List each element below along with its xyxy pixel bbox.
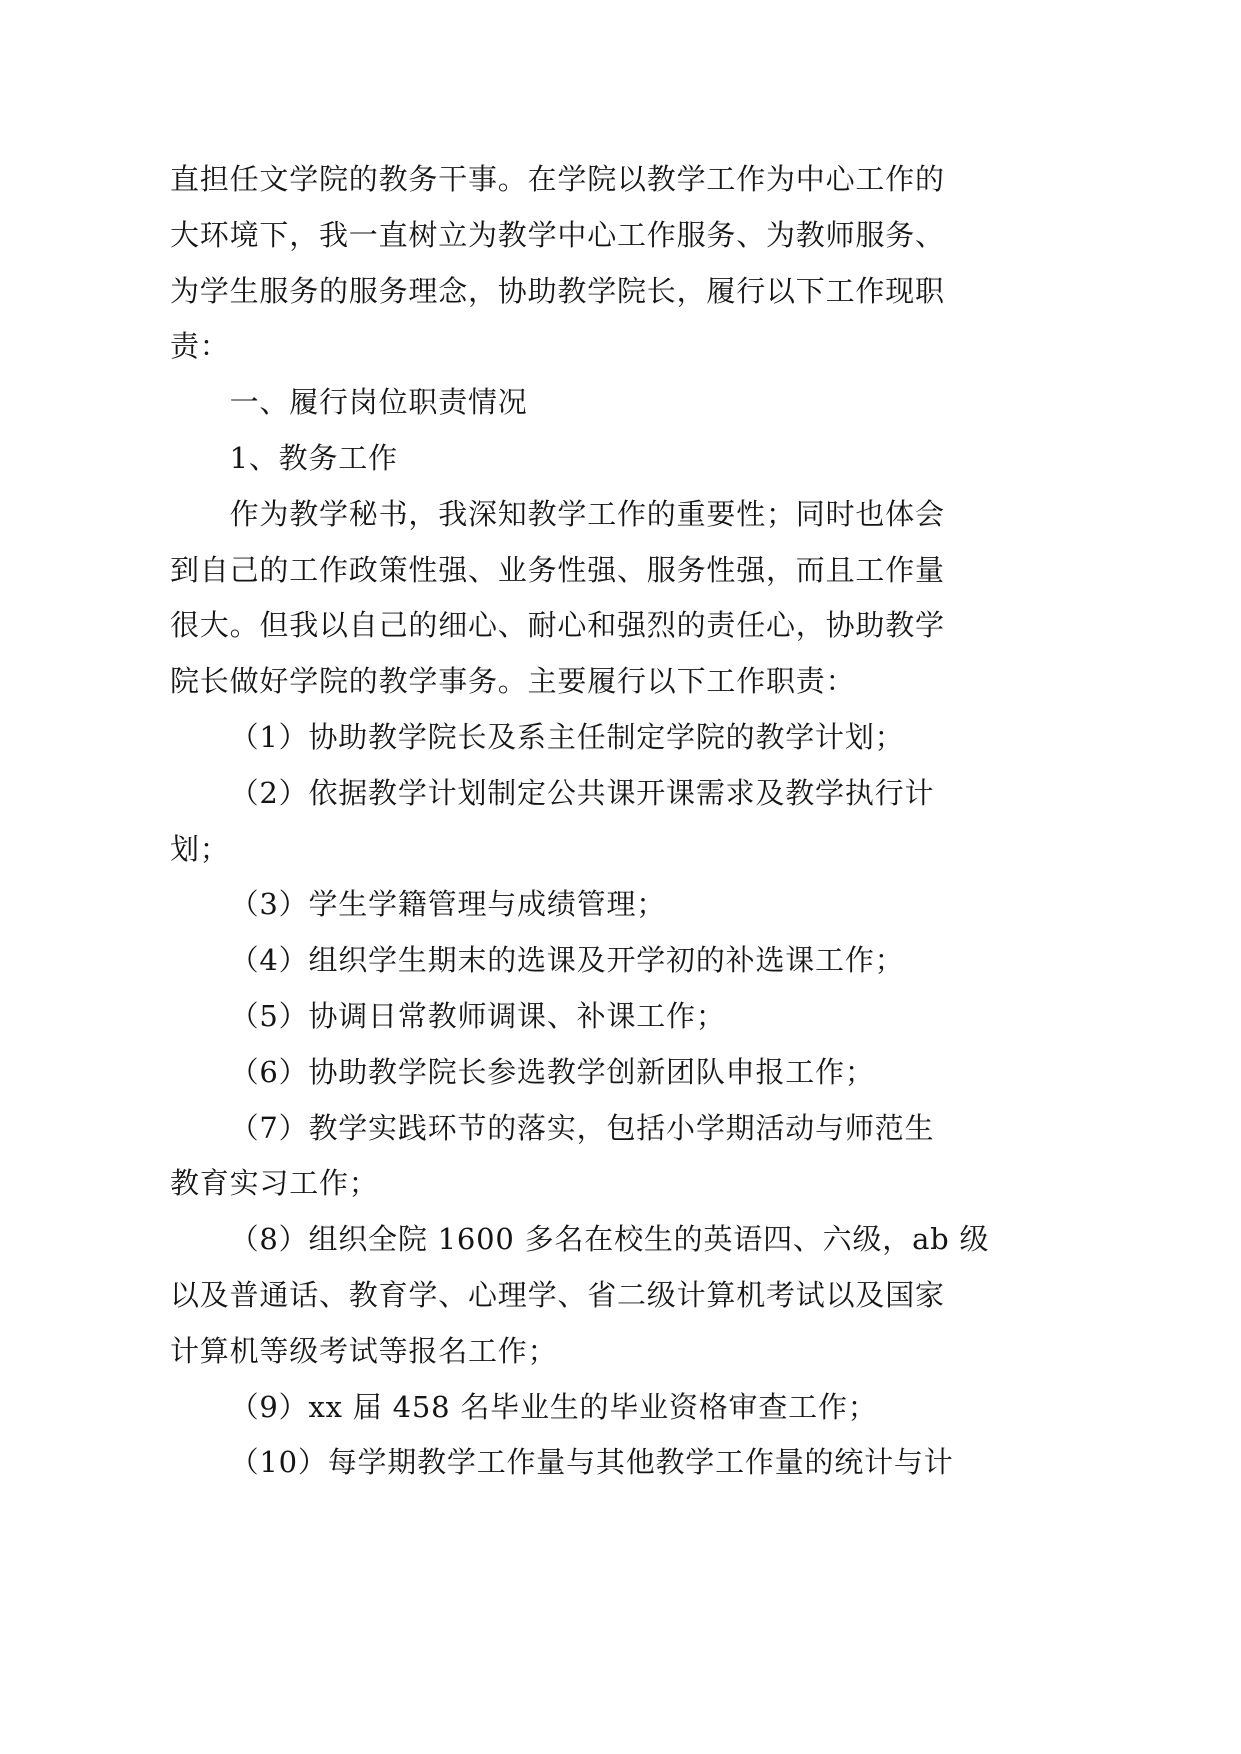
list-item-text: （2）依据教学计划制定公共课开课需求及教学执行计 bbox=[229, 775, 935, 810]
list-item-text: 教育实习工作； bbox=[170, 1166, 379, 1201]
paragraph-intro bbox=[170, 152, 1070, 375]
list-item-text: （8）组织全院 1600 多名在校生的英语四、六级，ab 级 bbox=[229, 1222, 990, 1257]
list-item bbox=[170, 989, 1070, 1045]
list-item bbox=[170, 933, 1070, 989]
text-line: 院长做好学院的教学事务。主要履行以下工作职责： bbox=[170, 664, 856, 699]
text-line: 到自己的工作政策性强、业务性强、服务性强，而且工作量 bbox=[170, 552, 945, 587]
list-item bbox=[170, 877, 1070, 933]
list-item bbox=[170, 1212, 1070, 1379]
list-item-text: （7）教学实践环节的落实，包括小学期活动与师范生 bbox=[229, 1110, 935, 1145]
text-line: 很大。但我以自己的细心、耐心和强烈的责任心，协助教学 bbox=[170, 608, 945, 643]
list-item-text: （9）xx 届 458 名毕业生的毕业资格审查工作； bbox=[229, 1389, 878, 1424]
list-item-text: （10）每学期教学工作量与其他教学工作量的统计与计 bbox=[229, 1445, 954, 1480]
list-item-text: 计算机等级考试等报名工作； bbox=[170, 1333, 558, 1368]
list-item bbox=[170, 1380, 1070, 1436]
text-line: 责： bbox=[170, 329, 230, 364]
list-item bbox=[170, 1435, 1070, 1491]
text-line: 直担任文学院的教务干事。在学院以教学工作为中心工作的 bbox=[170, 162, 945, 196]
list-item bbox=[170, 1045, 1070, 1101]
list-item-text: （5）协调日常教师调课、补课工作； bbox=[229, 998, 726, 1033]
list-item-text: （6）协助教学院长参选教学创新团队申报工作； bbox=[229, 1054, 875, 1089]
section-heading bbox=[170, 375, 1070, 431]
list-item-text: （1）协助教学院长及系主任制定学院的教学计划； bbox=[229, 719, 905, 754]
list-item-text: 划； bbox=[170, 831, 230, 866]
text-line: 大环境下，我一直树立为教学中心工作服务、为教师服务、 bbox=[170, 217, 945, 252]
list-item-text: 以及普通话、教育学、心理学、省二级计算机考试以及国家 bbox=[170, 1277, 945, 1312]
paragraph-duties-intro bbox=[170, 487, 1070, 710]
list-item bbox=[170, 1101, 1070, 1213]
list-item bbox=[170, 710, 1070, 766]
text-line: 为学生服务的服务理念，协助教学院长，履行以下工作现职 bbox=[170, 273, 945, 308]
document-body bbox=[170, 152, 1070, 1491]
list-item-text: （3）学生学籍管理与成绩管理； bbox=[229, 887, 667, 922]
text-line: 作为教学秘书，我深知教学工作的重要性；同时也体会 bbox=[229, 496, 945, 531]
subsection-heading-text: 1、教务工作 bbox=[229, 440, 398, 475]
subsection-heading bbox=[170, 431, 1070, 487]
section-heading-text: 一、履行岗位职责情况 bbox=[229, 385, 528, 420]
list-item bbox=[170, 766, 1070, 878]
list-item-text: （4）组织学生期末的选课及开学初的补选课工作； bbox=[229, 943, 905, 978]
